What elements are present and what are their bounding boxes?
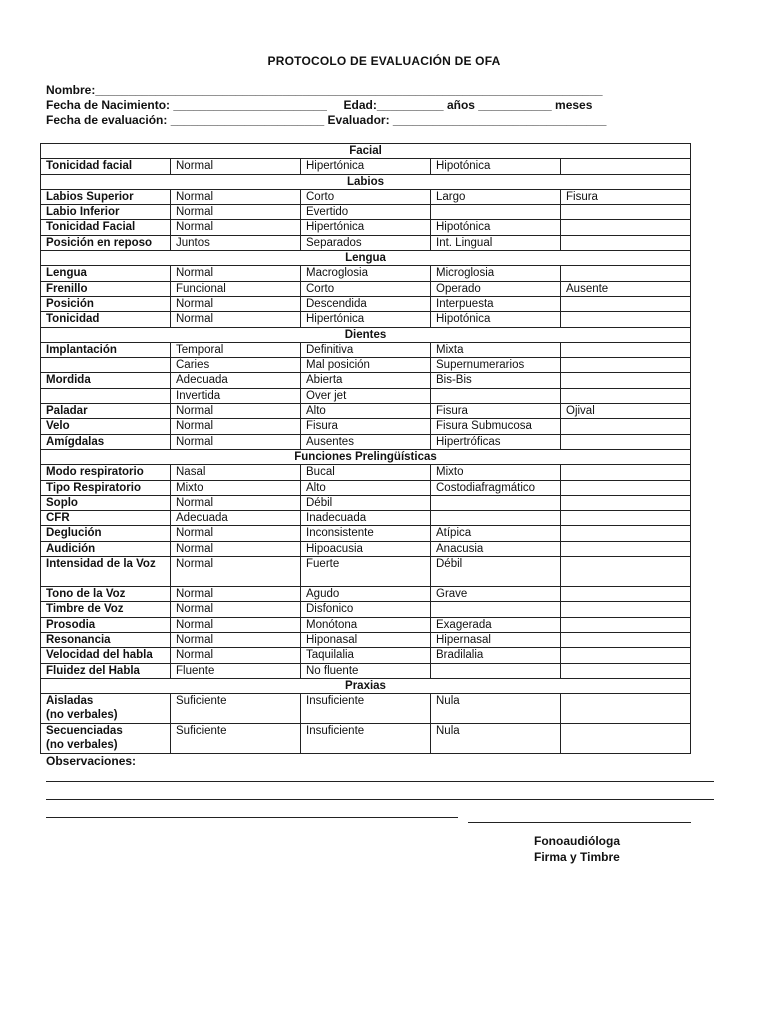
option-cell[interactable]: Adecuada bbox=[171, 373, 301, 388]
section-header: Facial bbox=[41, 144, 691, 159]
option-cell[interactable]: Hipertónica bbox=[301, 220, 431, 235]
section-header: Funciones Prelingüísticas bbox=[41, 449, 691, 464]
empty-cell[interactable] bbox=[561, 235, 691, 250]
row-label: Mordida bbox=[41, 373, 171, 388]
option-cell[interactable]: Exagerada bbox=[431, 617, 561, 632]
row-label: Audición bbox=[41, 541, 171, 556]
option-cell[interactable]: Grave bbox=[431, 587, 561, 602]
signature-title: Fonoaudióloga bbox=[534, 834, 620, 848]
option-cell[interactable]: Mixto bbox=[431, 465, 561, 480]
table-row bbox=[41, 342, 691, 357]
empty-cell[interactable] bbox=[561, 434, 691, 449]
option-cell[interactable]: Normal bbox=[171, 617, 301, 632]
empty-cell[interactable] bbox=[431, 388, 561, 403]
option-cell[interactable]: Mixta bbox=[431, 342, 561, 357]
empty-cell[interactable] bbox=[561, 724, 691, 754]
empty-cell[interactable] bbox=[561, 480, 691, 495]
signature-line[interactable] bbox=[468, 822, 691, 823]
nombre-field[interactable]: Nombre:____________________________________________________________________________ bbox=[46, 83, 603, 97]
section-row bbox=[41, 174, 691, 189]
row-label: Secuenciadas (no verbales) bbox=[41, 724, 171, 754]
option-cell[interactable]: Insuficiente bbox=[301, 724, 431, 754]
option-cell[interactable]: Fisura bbox=[431, 404, 561, 419]
option-cell[interactable]: Definitiva bbox=[301, 342, 431, 357]
row-label: Modo respiratorio bbox=[41, 465, 171, 480]
section-header: Praxias bbox=[41, 678, 691, 693]
section-header: Dientes bbox=[41, 327, 691, 342]
table-row bbox=[41, 312, 691, 327]
observaciones-line[interactable] bbox=[46, 817, 458, 818]
option-cell[interactable]: Fuerte bbox=[301, 557, 431, 587]
empty-cell[interactable] bbox=[431, 205, 561, 220]
option-cell[interactable]: Normal bbox=[171, 526, 301, 541]
option-cell[interactable]: Invertida bbox=[171, 388, 301, 403]
table-row bbox=[41, 724, 691, 754]
form-title: PROTOCOLO DE EVALUACIÓN DE OFA bbox=[267, 54, 501, 68]
table-row bbox=[41, 480, 691, 495]
option-cell[interactable]: Fisura bbox=[301, 419, 431, 434]
row-label: Posición en reposo bbox=[41, 235, 171, 250]
option-cell[interactable]: Débil bbox=[431, 557, 561, 587]
row-label: Tono de la Voz bbox=[41, 587, 171, 602]
option-cell[interactable]: Normal bbox=[171, 557, 301, 587]
table-row bbox=[41, 235, 691, 250]
option-cell[interactable]: Fisura Submucosa bbox=[431, 419, 561, 434]
empty-cell[interactable] bbox=[561, 373, 691, 388]
option-cell[interactable]: Descendida bbox=[301, 296, 431, 311]
table-row bbox=[41, 495, 691, 510]
option-cell[interactable]: Over jet bbox=[301, 388, 431, 403]
row-label: Tonicidad Facial bbox=[41, 220, 171, 235]
option-cell[interactable]: Hipernasal bbox=[431, 632, 561, 647]
empty-cell[interactable] bbox=[561, 495, 691, 510]
option-cell[interactable]: No fluente bbox=[301, 663, 431, 678]
option-cell[interactable]: Normal bbox=[171, 312, 301, 327]
row-label: Tonicidad bbox=[41, 312, 171, 327]
option-cell[interactable]: Hipertónica bbox=[301, 159, 431, 174]
option-cell[interactable]: Normal bbox=[171, 648, 301, 663]
section-row bbox=[41, 251, 691, 266]
empty-cell[interactable] bbox=[431, 663, 561, 678]
row-label: Resonancia bbox=[41, 632, 171, 647]
row-label: Velo bbox=[41, 419, 171, 434]
empty-cell[interactable] bbox=[561, 220, 691, 235]
option-cell[interactable]: Ojival bbox=[561, 404, 691, 419]
option-cell[interactable]: Suficiente bbox=[171, 694, 301, 724]
empty-cell[interactable] bbox=[561, 266, 691, 281]
option-cell[interactable]: Normal bbox=[171, 419, 301, 434]
option-cell[interactable]: Supernumerarios bbox=[431, 358, 561, 373]
empty-cell[interactable] bbox=[561, 648, 691, 663]
option-cell[interactable]: Normal bbox=[171, 587, 301, 602]
option-cell[interactable]: Normal bbox=[171, 296, 301, 311]
row-label: Posición bbox=[41, 296, 171, 311]
row-label: Tipo Respiratorio bbox=[41, 480, 171, 495]
option-cell[interactable]: Débil bbox=[301, 495, 431, 510]
option-cell[interactable]: Interpuesta bbox=[431, 296, 561, 311]
option-cell[interactable]: Bradilalia bbox=[431, 648, 561, 663]
option-cell[interactable]: Normal bbox=[171, 434, 301, 449]
section-row bbox=[41, 144, 691, 159]
row-label bbox=[41, 388, 171, 403]
empty-cell[interactable] bbox=[561, 617, 691, 632]
empty-cell[interactable] bbox=[561, 312, 691, 327]
table-row bbox=[41, 541, 691, 556]
option-cell[interactable]: Nula bbox=[431, 724, 561, 754]
row-label: Intensidad de la Voz bbox=[41, 557, 171, 587]
option-cell[interactable]: Normal bbox=[171, 159, 301, 174]
option-cell[interactable]: Corto bbox=[301, 189, 431, 204]
option-cell[interactable]: Macroglosia bbox=[301, 266, 431, 281]
option-cell[interactable]: Hipotónica bbox=[431, 220, 561, 235]
empty-cell[interactable] bbox=[561, 632, 691, 647]
empty-cell[interactable] bbox=[561, 465, 691, 480]
option-cell[interactable]: Hiponasal bbox=[301, 632, 431, 647]
table-row bbox=[41, 281, 691, 296]
row-label: Labios Superior bbox=[41, 189, 171, 204]
option-cell[interactable]: Bucal bbox=[301, 465, 431, 480]
option-cell[interactable]: Normal bbox=[171, 266, 301, 281]
section-row bbox=[41, 678, 691, 693]
option-cell[interactable]: Hipertónica bbox=[301, 312, 431, 327]
observaciones-label: Observaciones: bbox=[46, 754, 137, 768]
row-label: CFR bbox=[41, 511, 171, 526]
option-cell[interactable]: Mixto bbox=[171, 480, 301, 495]
section-row bbox=[41, 449, 691, 464]
row-label: Frenillo bbox=[41, 281, 171, 296]
table-row bbox=[41, 602, 691, 617]
row-label: Fluidez del Habla bbox=[41, 663, 171, 678]
empty-cell[interactable] bbox=[561, 342, 691, 357]
option-cell[interactable]: Suficiente bbox=[171, 724, 301, 754]
table-row bbox=[41, 587, 691, 602]
table-row bbox=[41, 296, 691, 311]
table-row bbox=[41, 526, 691, 541]
option-cell[interactable]: Temporal bbox=[171, 342, 301, 357]
option-cell[interactable]: Insuficiente bbox=[301, 694, 431, 724]
table-row bbox=[41, 465, 691, 480]
row-label: Aisladas (no verbales) bbox=[41, 694, 171, 724]
option-cell[interactable]: Separados bbox=[301, 235, 431, 250]
table-row bbox=[41, 617, 691, 632]
row-label: Tonicidad facial bbox=[41, 159, 171, 174]
row-label: Deglución bbox=[41, 526, 171, 541]
option-cell[interactable]: Anacusia bbox=[431, 541, 561, 556]
empty-cell[interactable] bbox=[561, 296, 691, 311]
table-row bbox=[41, 434, 691, 449]
option-cell[interactable]: Int. Lingual bbox=[431, 235, 561, 250]
option-cell[interactable]: Inadecuada bbox=[301, 511, 431, 526]
evaluation-table bbox=[40, 143, 691, 754]
empty-cell[interactable] bbox=[561, 358, 691, 373]
option-cell[interactable]: Taquilalia bbox=[301, 648, 431, 663]
section-header: Labios bbox=[41, 174, 691, 189]
empty-cell[interactable] bbox=[561, 388, 691, 403]
row-label: Soplo bbox=[41, 495, 171, 510]
section-header: Lengua bbox=[41, 251, 691, 266]
row-label: Timbre de Voz bbox=[41, 602, 171, 617]
empty-cell[interactable] bbox=[561, 526, 691, 541]
table-row bbox=[41, 404, 691, 419]
option-cell[interactable]: Disfonico bbox=[301, 602, 431, 617]
empty-cell[interactable] bbox=[561, 663, 691, 678]
table-row bbox=[41, 557, 691, 587]
empty-cell[interactable] bbox=[561, 541, 691, 556]
option-cell[interactable]: Normal bbox=[171, 541, 301, 556]
option-cell[interactable]: Ausente bbox=[561, 281, 691, 296]
option-cell[interactable]: Bis-Bis bbox=[431, 373, 561, 388]
option-cell[interactable]: Funcional bbox=[171, 281, 301, 296]
option-cell[interactable]: Hipotónica bbox=[431, 159, 561, 174]
empty-cell[interactable] bbox=[561, 159, 691, 174]
option-cell[interactable]: Atípica bbox=[431, 526, 561, 541]
empty-cell[interactable] bbox=[561, 557, 691, 587]
row-label: Amígdalas bbox=[41, 434, 171, 449]
table-row bbox=[41, 632, 691, 647]
option-cell[interactable]: Alto bbox=[301, 480, 431, 495]
row-label: Velocidad del habla bbox=[41, 648, 171, 663]
empty-cell[interactable] bbox=[431, 602, 561, 617]
option-cell[interactable]: Alto bbox=[301, 404, 431, 419]
option-cell[interactable]: Juntos bbox=[171, 235, 301, 250]
option-cell[interactable]: Hipertróficas bbox=[431, 434, 561, 449]
option-cell[interactable]: Agudo bbox=[301, 587, 431, 602]
option-cell[interactable]: Normal bbox=[171, 205, 301, 220]
option-cell[interactable]: Fluente bbox=[171, 663, 301, 678]
option-cell[interactable]: Nula bbox=[431, 694, 561, 724]
empty-cell[interactable] bbox=[431, 511, 561, 526]
empty-cell[interactable] bbox=[561, 602, 691, 617]
row-label: Implantación bbox=[41, 342, 171, 357]
option-cell[interactable]: Nasal bbox=[171, 465, 301, 480]
row-label: Labio Inferior bbox=[41, 205, 171, 220]
table-row bbox=[41, 648, 691, 663]
option-cell[interactable]: Normal bbox=[171, 189, 301, 204]
observaciones-line[interactable] bbox=[46, 781, 714, 782]
empty-cell[interactable] bbox=[561, 511, 691, 526]
option-cell[interactable]: Evertido bbox=[301, 205, 431, 220]
table-row bbox=[41, 373, 691, 388]
option-cell[interactable]: Mal posición bbox=[301, 358, 431, 373]
option-cell[interactable]: Largo bbox=[431, 189, 561, 204]
option-cell[interactable]: Caries bbox=[171, 358, 301, 373]
signature-subtitle: Firma y Timbre bbox=[534, 850, 620, 864]
option-cell[interactable]: Fisura bbox=[561, 189, 691, 204]
empty-cell[interactable] bbox=[431, 495, 561, 510]
row-label: Lengua bbox=[41, 266, 171, 281]
option-cell[interactable]: Abierta bbox=[301, 373, 431, 388]
option-cell[interactable]: Ausentes bbox=[301, 434, 431, 449]
table-row bbox=[41, 266, 691, 281]
table-row bbox=[41, 358, 691, 373]
row-label: Paladar bbox=[41, 404, 171, 419]
row-label: Prosodia bbox=[41, 617, 171, 632]
option-cell[interactable]: Corto bbox=[301, 281, 431, 296]
table-row bbox=[41, 694, 691, 724]
option-cell[interactable]: Operado bbox=[431, 281, 561, 296]
option-cell[interactable]: Inconsistente bbox=[301, 526, 431, 541]
table-row bbox=[41, 511, 691, 526]
option-cell[interactable]: Normal bbox=[171, 220, 301, 235]
row-label bbox=[41, 358, 171, 373]
table-row bbox=[41, 663, 691, 678]
option-cell[interactable]: Monótona bbox=[301, 617, 431, 632]
table-row bbox=[41, 159, 691, 174]
option-cell[interactable]: Normal bbox=[171, 495, 301, 510]
fecha-evaluacion-evaluador-field[interactable]: Fecha de evaluación: _______________________ Evaluador: ________________________________ bbox=[46, 113, 607, 127]
option-cell[interactable]: Normal bbox=[171, 602, 301, 617]
table-row bbox=[41, 189, 691, 204]
empty-cell[interactable] bbox=[561, 587, 691, 602]
observaciones-line[interactable] bbox=[46, 799, 714, 800]
fecha-nacimiento-edad-field[interactable]: Fecha de Nacimiento: _______________________ Edad:__________ años ___________ meses bbox=[46, 98, 593, 112]
option-cell[interactable]: Microglosia bbox=[431, 266, 561, 281]
table-row bbox=[41, 419, 691, 434]
section-row bbox=[41, 327, 691, 342]
empty-cell[interactable] bbox=[561, 694, 691, 724]
option-cell[interactable]: Hipoacusia bbox=[301, 541, 431, 556]
table-row bbox=[41, 388, 691, 403]
empty-cell[interactable] bbox=[561, 419, 691, 434]
option-cell[interactable]: Adecuada bbox=[171, 511, 301, 526]
option-cell[interactable]: Normal bbox=[171, 632, 301, 647]
table-row bbox=[41, 205, 691, 220]
table-row bbox=[41, 220, 691, 235]
option-cell[interactable]: Costodiafragmático bbox=[431, 480, 561, 495]
option-cell[interactable]: Normal bbox=[171, 404, 301, 419]
empty-cell[interactable] bbox=[561, 205, 691, 220]
option-cell[interactable]: Hipotónica bbox=[431, 312, 561, 327]
